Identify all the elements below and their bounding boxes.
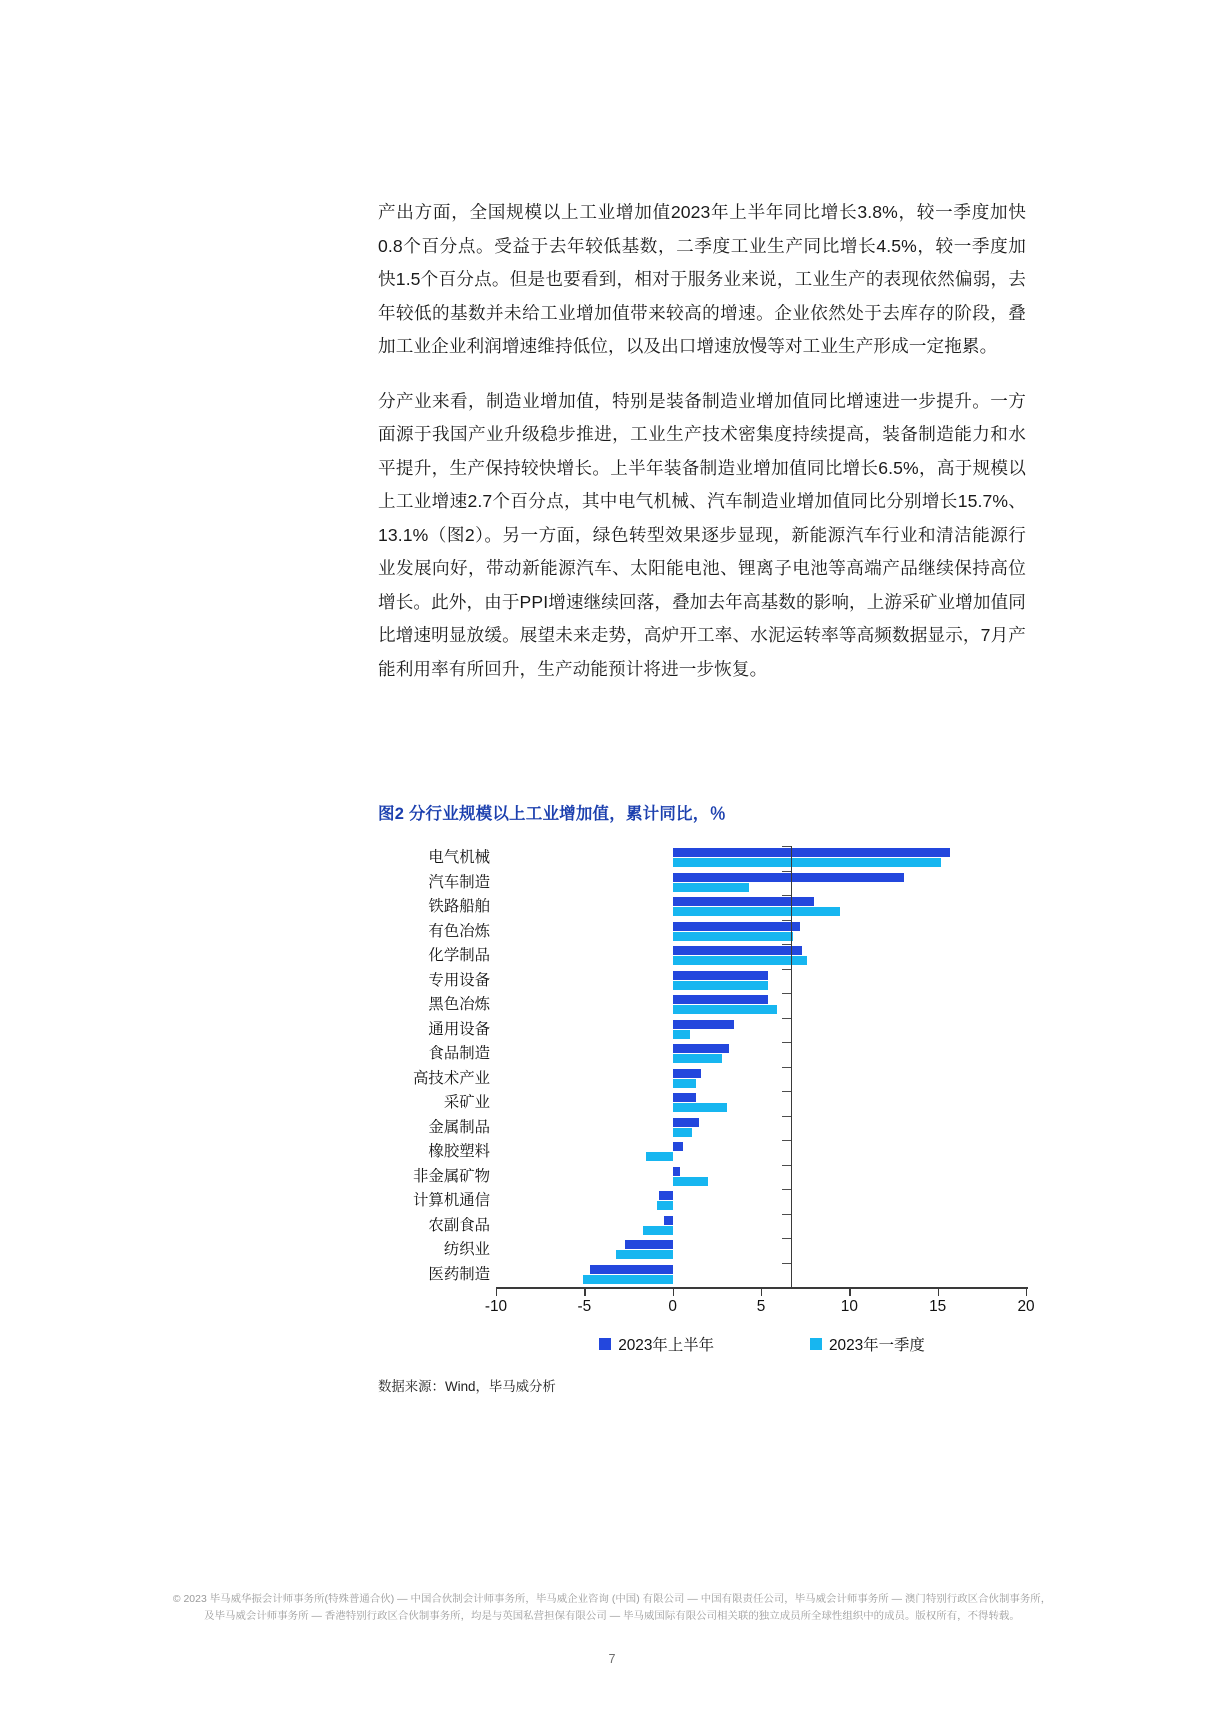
paragraph-2: 分产业来看，制造业增加值，特别是装备制造业增加值同比增速进一步提升。一方面源于我国产业升级稳步推进，工业生产技术密集度持续提高，装备制造能力和水平提升，生产保持较快增长。上半年装备制造业增加值同比增长6.5%，高于规模以上工业增速2.7个百分点，其中电气机械、汽车制造业增加值同比分别增长15.7%、13.1%（图2）。另一方面，绿色转型效果逐步显现，新能源汽车行业和清洁能源行业发展向好，带动新能源汽车、太阳能电池、锂离子电池等高端产品继续保持高位增长。此外，由于PPI增速继续回落，叠加去年高基数的影响，上游采矿业增加值同比增速明显放缓。展望未来走势，高炉开工率、水泥运转率等高频数据显示，7月产能利用率有所回升，生产动能预计将进一步恢复。 [378,390,1026,679]
bar-group [496,993,1032,1018]
chart-legend [496,1333,1028,1355]
figure-title: 图2 分行业规模以上工业增加值，累计同比，％ [378,805,727,823]
category-tick [782,969,791,970]
chart-row [378,1018,1038,1043]
chart-row [378,1238,1038,1263]
category-label: 专用设备 [428,971,490,989]
legend-swatch-icon [810,1338,822,1350]
category-label: 纺织业 [443,1241,490,1258]
bar-group [496,1140,1032,1165]
bar-series-1 [673,1142,684,1151]
chart-row [378,1214,1038,1239]
category-label: 金属制品 [428,1118,490,1136]
chart-row [378,1263,1038,1288]
bar-series-1 [659,1191,673,1200]
legend-label: 2023年一季度 [829,1337,925,1354]
bar-group [496,1116,1032,1141]
category-label: 非金属矿物 [413,1167,490,1185]
bar-group [496,1091,1032,1116]
chart-row [378,895,1038,920]
bar-group [496,944,1032,969]
category-label: 汽车制造 [428,873,490,891]
x-tick-label: 0 [668,1298,677,1315]
bar-series-2 [616,1250,673,1259]
chart-row [378,871,1038,896]
bar-series-1 [673,1044,730,1053]
chart-row [378,944,1038,969]
category-tick [782,1042,791,1043]
paragraph-1: 产出方面，全国规模以上工业增加值2023年上半年同比增长3.8%，较一季度加快0.8个百分点。受益于去年较低基数，二季度工业生产同比增长4.5%，较一季度加快1.5个百分点。但是也要看到，相对于服务业来说，工业生产的表现依然偏弱，去年较低的基数并未给工业增加值带来较高的增速。企业依然处于去库存的阶段，叠加工业企业利润增速维持低位，以及出口增速放慢等对工业生产形成一定拖累。 [378,202,1026,356]
page-number: 7 [608,1652,616,1666]
legend-swatch-icon [599,1338,611,1350]
bar-series-2 [673,1005,777,1014]
bar-group [496,1042,1032,1067]
x-tick [761,1287,762,1296]
bar-series-1 [673,946,802,955]
category-tick [782,1140,791,1141]
bar-series-1 [673,1020,735,1029]
category-label: 高技术产业 [413,1069,490,1087]
x-tick-label: 20 [1017,1298,1035,1315]
bar-series-1 [673,995,768,1004]
category-label: 采矿业 [443,1094,490,1111]
bar-series-2 [673,956,807,965]
category-label: 医药制造 [428,1265,490,1283]
bar-series-1 [673,897,814,906]
bar-series-1 [625,1240,673,1249]
category-tick [782,895,791,896]
category-tick [782,1189,791,1190]
legend-label: 2023年上半年 [618,1337,714,1354]
chart-row [378,1189,1038,1214]
chart-row [378,920,1038,945]
bar-series-2 [657,1201,673,1210]
category-tick [782,1091,791,1092]
bar-series-1 [673,1167,680,1176]
figure-2 [378,800,1038,1394]
category-label: 电气机械 [428,849,490,866]
category-tick [782,1165,791,1166]
category-tick [782,944,791,945]
bar-group [496,969,1032,994]
bar-series-2 [673,1177,708,1186]
bar-series-1 [673,1093,696,1102]
x-tick-label: -5 [577,1298,592,1315]
bar-group [496,920,1032,945]
bar-series-2 [673,1054,722,1063]
category-tick [782,1238,791,1239]
chart-row [378,969,1038,994]
x-tick-label: 10 [840,1298,858,1315]
x-tick-label: 15 [929,1298,947,1315]
category-label: 黑色冶炼 [428,996,490,1013]
bar-series-2 [673,1079,696,1088]
bar-group [496,1238,1032,1263]
bar-series-2 [673,1103,728,1112]
bar-series-2 [673,858,942,867]
bar-series-2 [673,981,768,990]
bar-chart [378,846,1038,1394]
bar-series-1 [673,971,768,980]
category-tick [782,1214,791,1215]
x-tick [1026,1287,1027,1296]
x-tick [673,1287,674,1296]
category-tick [782,920,791,921]
bar-series-2 [673,883,749,892]
x-tick [849,1287,850,1296]
bar-series-1 [664,1216,673,1225]
chart-row [378,1116,1038,1141]
category-tick [782,1018,791,1019]
zero-axis-line [791,846,793,1287]
legend-item [599,1333,714,1355]
x-tick-label: 5 [756,1298,766,1315]
category-label: 有色冶炼 [428,922,490,940]
category-tick [782,1263,791,1264]
bar-series-1 [673,873,904,882]
body-content [378,196,1026,707]
figure-source: 数据来源：Wind，毕马威分析 [378,1379,556,1394]
bar-series-1 [673,1118,700,1127]
category-tick [782,846,791,847]
chart-row [378,1165,1038,1190]
bar-series-2 [646,1152,673,1161]
category-label: 化学制品 [428,947,490,964]
bar-group [496,895,1032,920]
bar-group [496,1067,1032,1092]
bar-series-1 [673,848,950,857]
chart-row [378,993,1038,1018]
x-tick [938,1287,939,1296]
chart-row [378,1042,1038,1067]
x-tick [584,1287,585,1296]
chart-rows [378,846,1038,1287]
bar-group [496,1263,1032,1288]
bar-series-2 [673,1128,692,1137]
page-footer [110,1592,1114,1625]
x-tick [496,1287,497,1296]
bar-group [496,1165,1032,1190]
chart-row [378,1067,1038,1092]
bar-group [496,871,1032,896]
bar-group [496,1189,1032,1214]
bar-series-2 [643,1226,673,1235]
legend-item [810,1333,925,1355]
category-tick [782,1116,791,1117]
bar-series-1 [673,1069,701,1078]
bar-group [496,1214,1032,1239]
category-tick [782,871,791,872]
chart-row [378,846,1038,871]
x-tick-label: -10 [484,1298,508,1315]
bar-series-2 [583,1275,673,1284]
chart-row [378,1140,1038,1165]
bar-series-2 [673,932,793,941]
bar-series-1 [590,1265,673,1274]
category-label: 通用设备 [428,1020,490,1038]
footer-line-2: 及毕马威会计师事务所 — 香港特别行政区合伙制事务所，均是与英国私营担保有限公司 — 毕马威国际有限公司相关联的独立成员所全球性组织中的成员。版权所有，不得转载。 [204,1610,1020,1622]
category-tick [782,993,791,994]
category-label: 橡胶塑料 [428,1143,490,1160]
category-tick [782,1067,791,1068]
chart-row [378,1091,1038,1116]
bar-group [496,846,1032,871]
category-label: 铁路船舶 [428,898,490,915]
bar-series-2 [673,1030,691,1039]
category-label: 计算机通信 [413,1192,490,1209]
bar-series-2 [673,907,841,916]
category-label: 农副食品 [428,1216,490,1234]
bar-group [496,1018,1032,1043]
bar-series-1 [673,922,800,931]
category-label: 食品制造 [428,1045,490,1062]
footer-line-1: © 2023 毕马威华振会计师事务所(特殊普通合伙) — 中国合伙制会计师事务所，毕马威企业咨询 (中国) 有限公司 — 中国有限责任公司，毕马威会计师事务所 — 澳门特别行政区合伙制事务所， [172,1594,1052,1605]
